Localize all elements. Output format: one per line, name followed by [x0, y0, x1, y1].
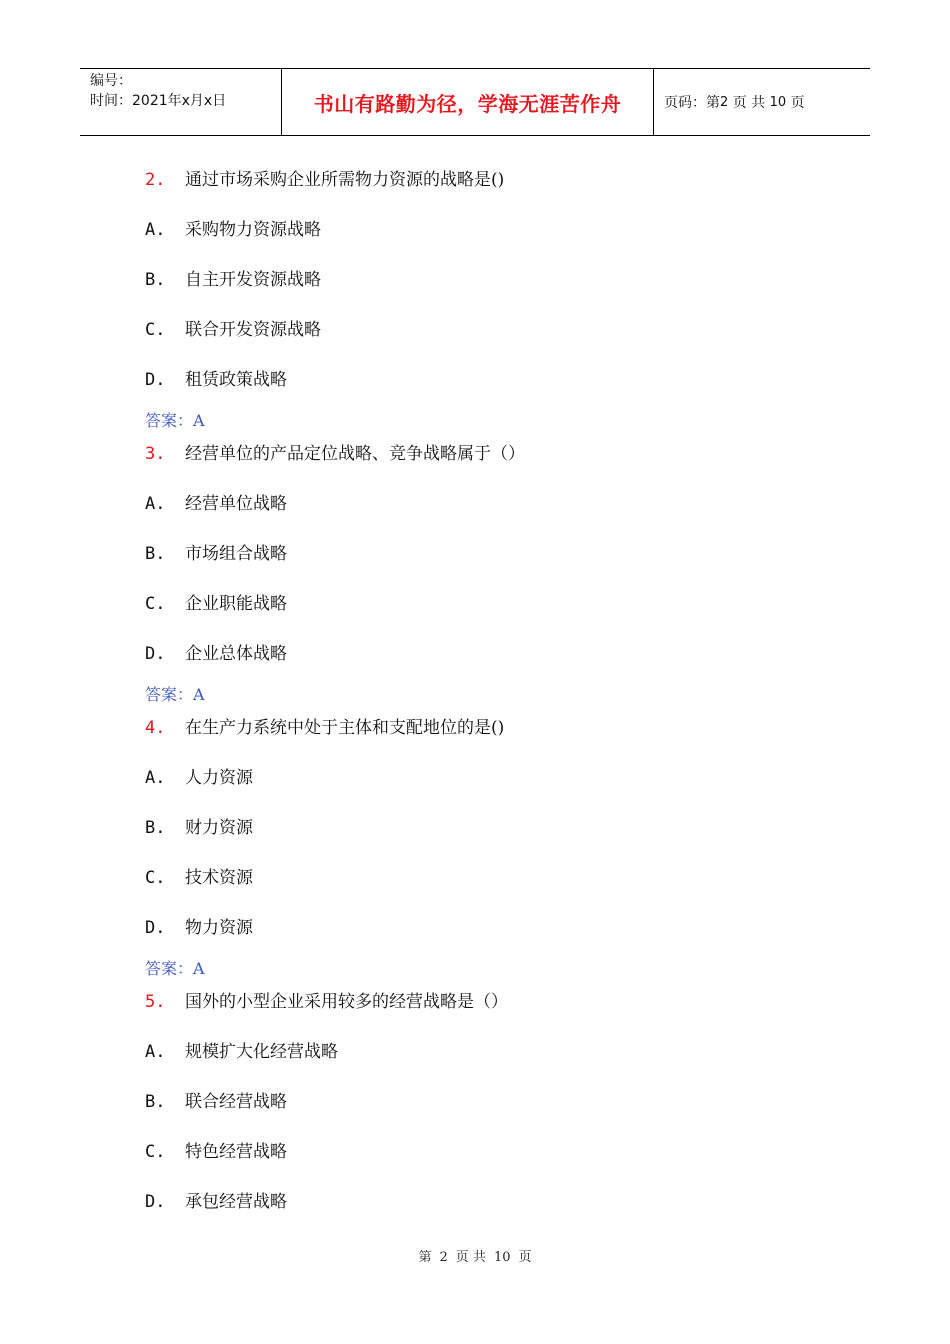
question-5 — [145, 990, 508, 1014]
option-b — [145, 816, 253, 840]
option-c — [145, 1140, 287, 1164]
option-a — [145, 766, 253, 790]
option-text: 采购物力资源战略 — [185, 220, 321, 240]
option-text: 物力资源 — [185, 918, 253, 938]
page-prefix: 页码：第 — [664, 95, 720, 111]
footer-current: 2 — [439, 1250, 448, 1265]
option-letter: D. — [145, 1192, 166, 1212]
page-total: 10 — [769, 94, 787, 110]
time-label: 时间：2021年x月x日 — [90, 93, 227, 109]
option-letter: A. — [145, 768, 166, 788]
option-a — [145, 492, 287, 516]
option-letter: D. — [145, 918, 166, 938]
option-a — [145, 1040, 338, 1064]
option-d — [145, 368, 287, 392]
header-meta — [80, 69, 280, 135]
question-text: 国外的小型企业采用较多的经营战略是（） — [185, 992, 508, 1012]
option-letter: C. — [145, 594, 166, 614]
option-letter: A. — [145, 494, 166, 514]
question-text: 通过市场采购企业所需物力资源的战略是() — [185, 170, 505, 190]
option-letter: A. — [145, 1042, 166, 1062]
option-letter: D. — [145, 370, 166, 390]
option-text: 企业职能战略 — [185, 594, 287, 614]
option-letter: B. — [145, 544, 166, 564]
option-c — [145, 318, 321, 342]
question-text: 在生产力系统中处于主体和支配地位的是() — [185, 718, 505, 738]
answer: 答案：A — [145, 411, 205, 430]
page-suffix: 页 — [790, 95, 805, 111]
footer-total: 10 — [493, 1250, 511, 1265]
option-text: 联合开发资源战略 — [185, 320, 321, 340]
page-current: 2 — [720, 94, 729, 110]
answer: 答案：A — [145, 959, 205, 978]
header-page-info — [655, 69, 870, 135]
option-text: 租赁政策战略 — [185, 370, 287, 390]
option-text: 自主开发资源战略 — [185, 270, 321, 290]
option-letter: B. — [145, 818, 166, 838]
option-text: 财力资源 — [185, 818, 253, 838]
option-text: 特色经营战略 — [185, 1142, 287, 1162]
option-text: 规模扩大化经营战略 — [185, 1042, 338, 1062]
question-number: 3. — [145, 444, 166, 464]
header-motto: 书山有路勤为径，学海无涯苦作舟 — [281, 69, 654, 135]
option-d — [145, 916, 253, 940]
option-letter: A. — [145, 220, 166, 240]
question-3 — [145, 442, 525, 466]
option-text: 人力资源 — [185, 768, 253, 788]
page-mid: 页 共 — [732, 95, 766, 111]
footer-suffix: 页 — [518, 1250, 532, 1265]
option-text: 经营单位战略 — [185, 494, 287, 514]
option-b — [145, 542, 287, 566]
question-number: 5. — [145, 992, 166, 1012]
footer-prefix: 第 — [418, 1250, 432, 1265]
option-c — [145, 866, 253, 890]
option-letter: D. — [145, 644, 166, 664]
option-d — [145, 1190, 287, 1214]
option-d — [145, 642, 287, 666]
option-text: 技术资源 — [185, 868, 253, 888]
option-text: 联合经营战略 — [185, 1092, 287, 1112]
question-number: 2. — [145, 170, 166, 190]
number-label: 编号： — [90, 73, 132, 89]
option-letter: C. — [145, 1142, 166, 1162]
page-header — [80, 68, 870, 136]
answer: 答案：A — [145, 685, 205, 704]
option-a — [145, 218, 321, 242]
option-text: 承包经营战略 — [185, 1192, 287, 1212]
option-c — [145, 592, 287, 616]
option-b — [145, 1090, 287, 1114]
option-b — [145, 268, 321, 292]
option-text: 企业总体战略 — [185, 644, 287, 664]
option-letter: C. — [145, 868, 166, 888]
question-number: 4. — [145, 718, 166, 738]
question-4 — [145, 716, 504, 740]
option-letter: B. — [145, 270, 166, 290]
footer-mid: 页 共 — [455, 1250, 486, 1265]
question-text: 经营单位的产品定位战略、竞争战略属于（） — [185, 444, 525, 464]
page-footer — [0, 1246, 950, 1265]
option-text: 市场组合战略 — [185, 544, 287, 564]
option-letter: C. — [145, 320, 166, 340]
option-letter: B. — [145, 1092, 166, 1112]
question-2 — [145, 168, 504, 192]
